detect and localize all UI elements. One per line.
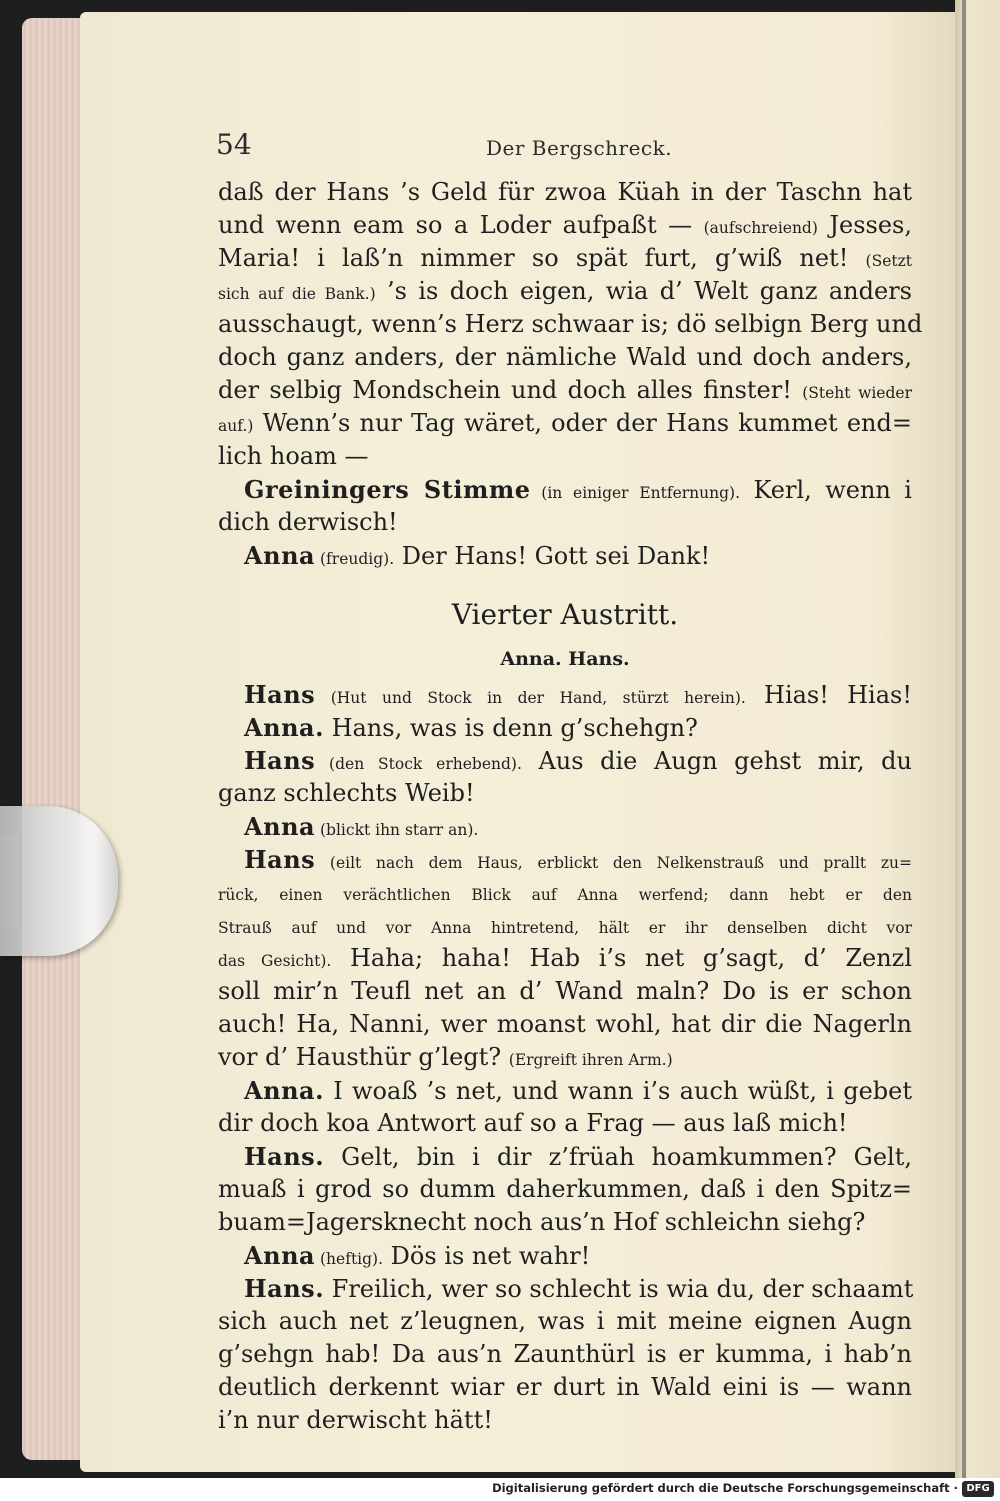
dialogue-text: ganz schlechts Weib! [218,779,475,807]
speaker-name: Anna [244,541,316,570]
dialogue-text: Jesses, [817,211,912,239]
stage-direction: auf.) [218,417,254,435]
stage-direction: das Gesicht). [218,952,332,970]
speaker-name: Anna [244,1241,316,1270]
dialogue-text: auch! Ha, Nanni, wer moanst wohl, hat dir die Nagerln [218,1010,912,1038]
dialogue-text: dir doch koa Antwort auf so a Frag — aus laß mich! [218,1109,848,1137]
text-line [218,1173,912,1206]
text-line [218,1074,912,1107]
text-line [218,209,912,242]
dialogue-text: Hans, was is denn g’schehgn? [323,714,698,742]
text-line [218,1107,912,1140]
speaker-name: Greiningers Stimme [244,475,531,504]
stage-direction: (aufschreiend) [703,219,818,237]
stage-direction: (heftig). [315,1250,384,1268]
dialogue-text: Haha; haha! Hab i’s net g’sagt, d’ Zenzl [331,944,912,972]
scene-title: Vierter Austritt. [451,598,679,631]
text-line [218,1008,912,1041]
text-line [218,1041,912,1074]
dialogue-text: vor d’ Hausthür g’legt? [218,1043,509,1071]
dialogue-text: Freilich, wer so schlecht is wia du, der schaamt [324,1275,914,1303]
dialogue-text: buam=Jagersknecht noch aus’n Hof schleichn siehg? [218,1208,866,1236]
speaker-name: Anna [244,812,316,841]
text-line [218,407,912,440]
text-line [218,176,912,209]
text-line [218,374,912,407]
speaker-name: Hans [244,845,316,874]
dfg-logo: DFG [962,1481,994,1497]
dialogue-text: und wenn eam so a Loder aufpaßt — [218,211,704,239]
page-text [218,176,923,1437]
dialogue-text: lich hoam — [218,442,369,470]
text-line [218,909,912,942]
speaker-name: Hans. [244,1142,325,1171]
dialogue-text: ausschaugt, wenn’s Herz schwaar is; dö selbign Berg und [218,310,923,338]
speaker-name: Hans [244,746,316,775]
dialogue-text: der selbig Mondschein und doch alles finster! [218,376,803,404]
text-line [218,1404,912,1437]
text-line [218,440,912,473]
text-line [218,275,912,308]
dialogue-text: Der Hans! Gott sei Dank! [394,542,711,570]
stage-direction: (in einiger Entfernung). [530,484,741,502]
dialogue-text: Dös is net wahr! [383,1242,591,1270]
text-line [218,744,912,777]
speaker-name: Anna. [244,713,324,742]
text-line [218,539,912,572]
speaker-name: Hans. [244,1274,325,1303]
dialogue-text: ’s is doch eigen, wia d’ Welt ganz anders [375,277,912,305]
text-line [218,1305,912,1338]
scene-characters: Anna. Hans. [500,648,630,670]
stage-direction: (blickt ihn starr an). [315,821,479,839]
text-line [218,1206,912,1239]
dialogue-text: daß der Hans ’s Geld für zwoa Küah in der Taschn hat [218,178,912,206]
dialogue-text: deutlich derkennt wiar er durt in Wald eini is — wann [218,1373,912,1401]
dialogue-text: doch ganz anders, der nämliche Wald und doch anders, [218,343,912,371]
text-line [218,473,912,506]
dialogue-text: soll mir’n Teufl net an d’ Wand maln? Do is er schon [218,977,912,1005]
text-line [218,1140,912,1173]
text-line [218,341,912,374]
text-line [218,1338,912,1371]
stage-direction: (den Stock erhebend). [315,755,522,773]
speaker-name: Hans [244,680,316,709]
dialogue-text: dich derwisch! [218,508,398,536]
funding-note: Digitalisierung gefördert durch die Deutsche Forschungsgemeinschaft · [492,1481,958,1495]
gutter-shadow [962,0,966,1478]
stage-direction: (eilt nach dem Haus, erblickt den Nelkenstrauß und prallt zu= [315,854,912,872]
dialogue-text: Kerl, wenn i [740,476,912,504]
text-line [218,506,912,539]
dialogue-text: muaß i grod so dumm daherkummen, daß i den Spitz= [218,1175,912,1203]
dialogue-text: sich auch net z’leugnen, was i mit meine eignen Augn [218,1307,912,1335]
stage-direction: (Hut und Stock in der Hand, stürzt herein). [315,689,746,707]
stage-direction: (Steht wieder [802,384,912,402]
stage-direction: Strauß auf und vor Anna hintretend, hält er ihr denselben dicht vor [218,919,912,937]
text-line [218,1272,912,1305]
dialogue-text: Gelt, bin i dir z’früah hoamkummen? Gelt, [324,1143,912,1171]
speaker-name: Anna. [244,1076,324,1105]
text-block-scene [218,678,912,1437]
page-number: 54 [216,128,252,161]
text-block-scene-end [218,176,923,572]
dialogue-text: i’n nur derwischt hätt! [218,1406,493,1434]
text-line [218,810,912,843]
text-line [218,711,912,744]
text-line [218,308,923,341]
text-line [218,843,912,876]
text-line [218,242,912,275]
stage-direction: (freudig). [315,550,395,568]
footer-bar [0,1478,1000,1501]
dialogue-text: Maria! i laß’n nimmer so spät furt, g’wiß net! [218,244,866,272]
dialogue-text: Hias! Hias! [745,681,912,709]
stage-direction: (Setzt [865,252,912,270]
text-line [218,876,912,909]
text-line [218,678,912,711]
dialogue-text: g’sehgn hab! Da aus’n Zaunthürl is er kumma, i hab’n [218,1340,912,1368]
text-line [218,1239,912,1272]
page-header [216,128,916,168]
stage-direction: sich auf die Bank.) [218,285,376,303]
text-line [218,777,912,810]
text-line [218,1371,912,1404]
text-line [218,942,912,975]
stage-direction: (Ergreift ihren Arm.) [508,1051,673,1069]
dialogue-text: Wenn’s nur Tag wäret, oder der Hans kummet end= [253,409,912,437]
dialogue-text: I woaß ’s net, und wann i’s auch wüßt, i gebet [323,1077,912,1105]
text-line [218,975,912,1008]
stage-direction: rück, einen verächtlichen Blick auf Anna werfend; dann hebt er den [218,886,912,904]
running-head: Der Bergschreck. [486,136,673,160]
dialogue-text: Aus die Augn gehst mir, du [521,747,912,775]
